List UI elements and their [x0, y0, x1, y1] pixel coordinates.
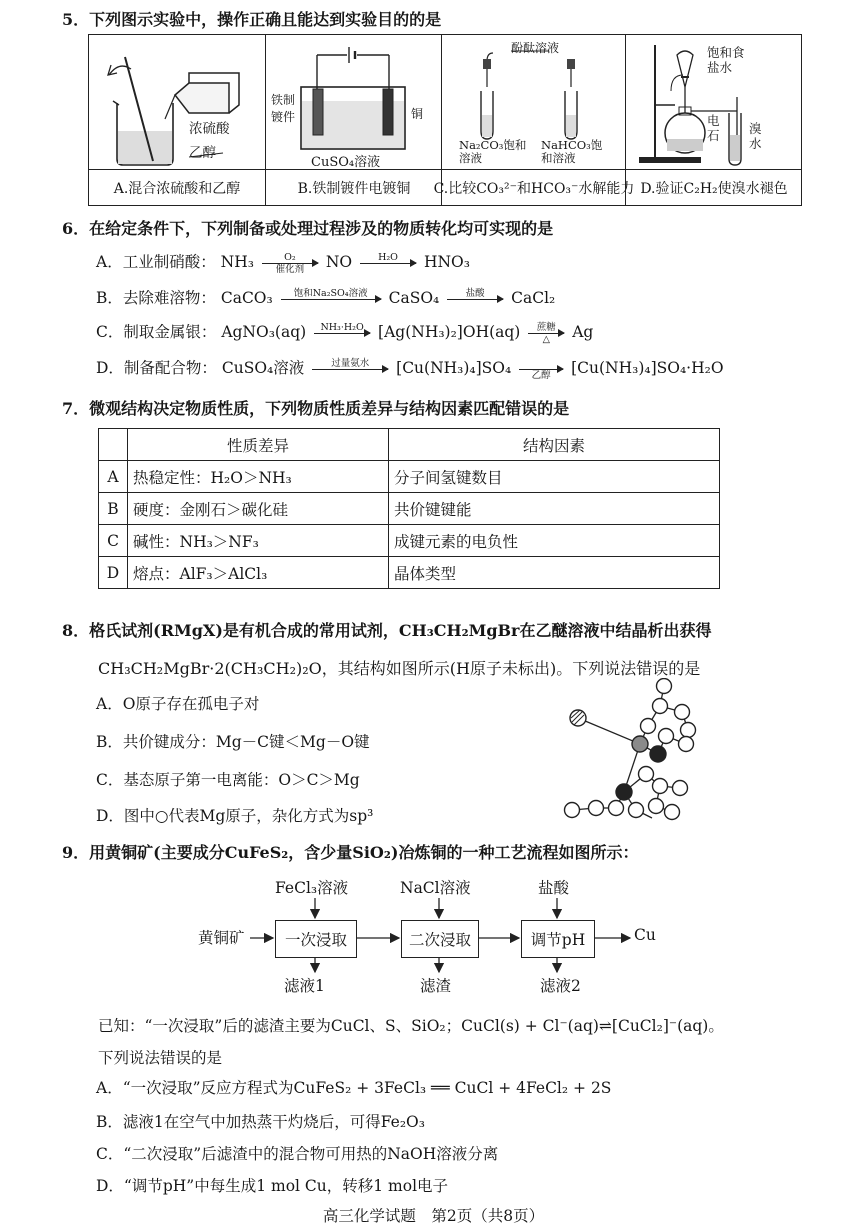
- label-cuso4-solution: CuSO₄溶液: [311, 155, 381, 170]
- q5-option-c: C.比较CO₃²⁻和HCO₃⁻水解能力: [441, 169, 626, 206]
- flow-step-first-leach: 一次浸取: [275, 920, 357, 958]
- q6-option-a: A．工业制硝酸： NH₃ O₂ 催化剂 NO H₂O HNO₃: [96, 251, 470, 275]
- q9-option-c: C．“二次浸取”后滤渣中的混合物可用热的NaOH溶液分离: [96, 1145, 499, 1163]
- flow-input-nacl: NaCl溶液: [400, 879, 471, 897]
- flow-product: Cu: [634, 926, 656, 944]
- label-conc-sulfuric-acid: 浓硫酸: [189, 121, 230, 137]
- q8-option-b: B．共价键成分：Mg－C键＜Mg－O键: [96, 733, 370, 751]
- label-ethanol: 乙醇: [189, 145, 216, 161]
- q7-stem: 7．微观结构决定物质性质，下列物质性质差异与结构因素匹配错误的是: [62, 399, 570, 418]
- label-bromine-water: 溴水: [749, 121, 762, 151]
- label-nahco3: NaHCO₃饱和溶液: [541, 138, 603, 165]
- flow-output-residue: 滤渣: [420, 977, 452, 995]
- q9-ask: 下列说法错误的是: [98, 1049, 223, 1067]
- q9-option-a: A．“一次浸取”反应方程式为CuFeS₂ + 3FeCl₃ ══ CuCl + 4FeCl₂ + 2S: [96, 1079, 612, 1097]
- table-row: C 碱性：NH₃＞NF₃ 成键元素的电负性: [99, 525, 720, 557]
- flow-output-filtrate2: 滤液2: [540, 977, 581, 995]
- q9-known: 已知：“一次浸取”后的滤渣主要为CuCl、S、SiO₂；CuCl(s) + Cl⁻(aq)⇌[CuCl₂]⁻(aq)。: [98, 1017, 724, 1035]
- flow-raw-material: 黄铜矿: [198, 929, 245, 947]
- q5-option-d: D.验证C₂H₂使溴水褪色: [625, 169, 802, 206]
- label-phenolphthalein: 酚酞溶液: [511, 41, 560, 55]
- q9-option-b: B．滤液1在空气中加热蒸干灼烧后，可得Fe₂O₃: [96, 1113, 425, 1131]
- label-iron-part: 铁制镀件: [271, 93, 296, 124]
- q9-option-d: D．“调节pH”中每生成1 mol Cu，转移1 mol电子: [96, 1177, 449, 1195]
- q8-option-d: D．图中○代表Mg原子，杂化方式为sp³: [96, 807, 374, 825]
- q8-option-a: A．O原子存在孤电子对: [96, 695, 260, 713]
- q8-option-c: C．基态原子第一电离能：O＞C＞Mg: [96, 771, 360, 789]
- flow-input-fecl3: FeCl₃溶液: [275, 879, 349, 897]
- q6-option-b: B．去除难溶物： CaCO₃ 饱和Na₂SO₄溶液 CaSO₄ 盐酸 CaCl₂: [96, 287, 556, 307]
- label-copper: 铜: [411, 107, 424, 121]
- page-footer: 高三化学试题 第2页（共8页）: [322, 1207, 545, 1225]
- table-row: D 熔点：AlF₃＞AlCl₃ 晶体类型: [99, 557, 720, 589]
- q6-option-c: C．制取金属银： AgNO₃(aq) NH₃·H₂O [Ag(NH₃)₂]OH(aq) 蔗糖 △ Ag: [96, 321, 594, 345]
- label-na2co3: Na₂CO₃饱和溶液: [459, 138, 527, 165]
- table-row: B 硬度：金刚石＞碳化硅 共价键键能: [99, 493, 720, 525]
- q8-stem-line2: CH₃CH₂MgBr·2(CH₃CH₂)₂O，其结构如图所示(H原子未标出)。下列说法错误的是: [98, 659, 701, 678]
- table-row: A 热稳定性：H₂O＞NH₃ 分子间氢键数目: [99, 461, 720, 493]
- q5-option-b: B.铁制镀件电镀铜: [265, 169, 442, 206]
- q5-option-a: A.混合浓硫酸和乙醇: [89, 169, 265, 206]
- q5-stem: 5．下列图示实验中，操作正确且能达到实验目的的是: [62, 10, 442, 29]
- flow-input-hcl: 盐酸: [538, 879, 570, 897]
- label-calcium-carbide: 电石: [707, 113, 720, 143]
- label-brine: 饱和食盐水: [707, 45, 745, 75]
- flow-step-second-leach: 二次浸取: [401, 920, 479, 958]
- flow-step-adjust-ph: 调节pH: [521, 920, 595, 958]
- q6-option-d: D．制备配合物： CuSO₄溶液 过量氨水 [Cu(NH₃)₄]SO₄ 乙醇 [Cu(NH₃)₄]SO₄·H₂O: [96, 357, 724, 381]
- q9-stem: 9．用黄铜矿(主要成分CuFeS₂，含少量SiO₂)冶炼铜的一种工艺流程如图所示：: [62, 843, 639, 862]
- q8-stem-line1: 8．格氏试剂(RMgX)是有机合成的常用试剂，CH₃CH₂MgBr在乙醚溶液中结晶析出获得: [62, 621, 712, 640]
- flow-output-filtrate1: 滤液1: [284, 977, 325, 995]
- q6-stem: 6．在给定条件下，下列制备或处理过程涉及的物质转化均可实现的是: [62, 219, 554, 238]
- table-header-row: 性质差异 结构因素: [99, 429, 720, 461]
